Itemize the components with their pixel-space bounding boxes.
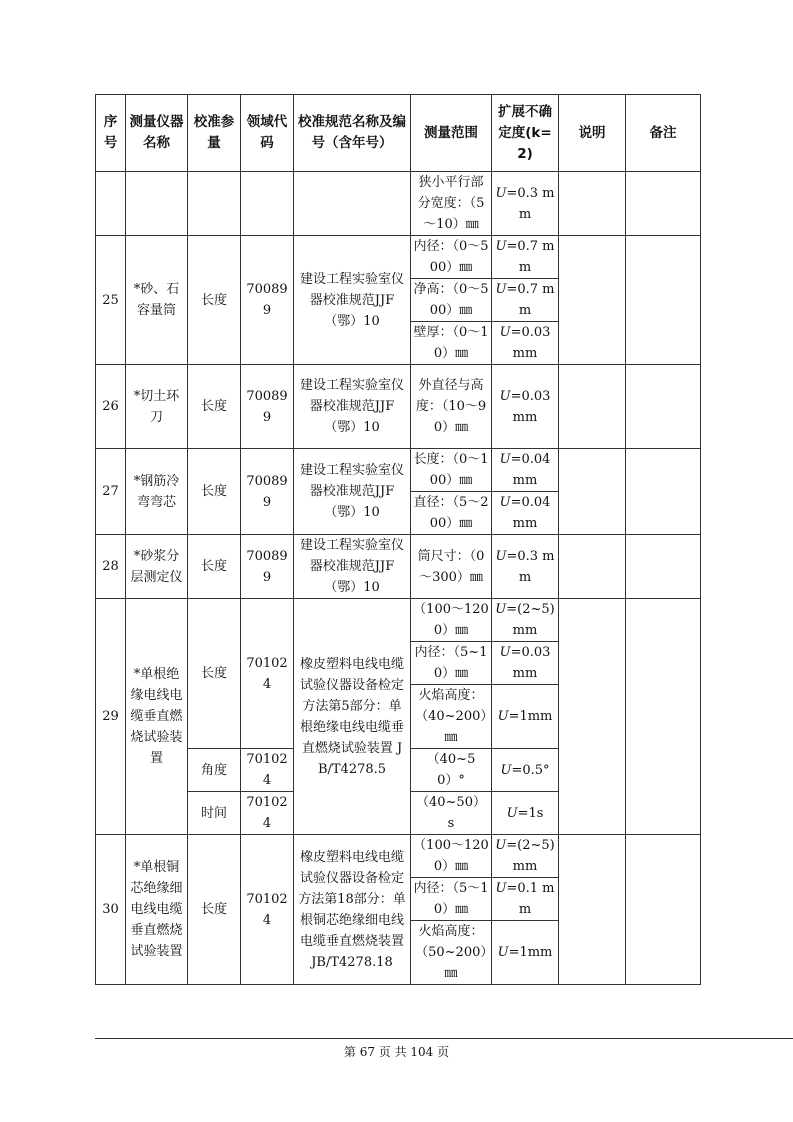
range-cell: 壁厚：（0～10）㎜	[411, 322, 492, 365]
page-number: 第 67 页 共 104 页	[343, 1045, 450, 1059]
range-cell: 狭小平行部分宽度：（5～10）㎜	[411, 172, 492, 236]
uncertainty-cell: U=0.04 mm	[492, 449, 559, 492]
param-cell: 长度	[188, 535, 241, 599]
param-cell: 长度	[188, 599, 241, 749]
spec-cell: 建设工程实验室仪器校准规范JJF（鄂）10	[294, 236, 411, 365]
range-cell: （100～1200）㎜	[411, 599, 492, 642]
spec-cell: 橡皮塑料电线电缆试验仪器设备检定方法第5部分：单根绝缘电线电缆垂直燃烧试验装置 JB/T4278.5	[294, 599, 411, 835]
range-cell: （100～1200）㎜	[411, 835, 492, 878]
spec-cell: 建设工程实验室仪器校准规范JJF（鄂）10	[294, 535, 411, 599]
table-row	[96, 236, 701, 279]
uncertainty-cell: U=0.3 mm	[492, 535, 559, 599]
range-cell: 直径：（5～200）㎜	[411, 492, 492, 535]
range-cell: 火焰高度：（50~200）㎜	[411, 921, 492, 985]
param-cell: 时间	[188, 792, 241, 835]
range-cell: 筒尺寸：（0～300）㎜	[411, 535, 492, 599]
row-no: 30	[96, 835, 126, 985]
code-cell: 701024	[241, 835, 294, 985]
row-no: 28	[96, 535, 126, 599]
instrument-name: *砂、石容量筒	[126, 236, 188, 365]
param-cell: 长度	[188, 835, 241, 985]
instrument-name: *单根绝缘电线电缆垂直燃烧试验装置	[126, 599, 188, 835]
range-cell: 长度：（0～100）㎜	[411, 449, 492, 492]
code-cell: 700899	[241, 365, 294, 449]
uncertainty-cell: U=0.03 mm	[492, 365, 559, 449]
uncertainty-cell: U=0.7 mm	[492, 279, 559, 322]
header-uncertainty: 扩展不确定度(k=2)	[492, 95, 559, 172]
instrument-name: *钢筋冷弯弯芯	[126, 449, 188, 535]
header-param: 校准参量	[188, 95, 241, 172]
spec-cell: 橡皮塑料电线电缆试验仪器设备检定方法第18部分：单根铜芯绝缘细电线电缆垂直燃烧装置 JB/T4278.18	[294, 835, 411, 985]
uncertainty-cell: U=(2~5)mm	[492, 835, 559, 878]
param-cell: 长度	[188, 236, 241, 365]
uncertainty-cell: U=1s	[492, 792, 559, 835]
code-cell: 701024	[241, 749, 294, 792]
table-row	[96, 365, 701, 449]
uncertainty-cell: U=0.04 mm	[492, 492, 559, 535]
range-cell: 内径：（0～500）㎜	[411, 236, 492, 279]
row-no: 26	[96, 365, 126, 449]
uncertainty-cell: U=1mm	[492, 921, 559, 985]
uncertainty-cell: U=0.1 mm	[492, 878, 559, 921]
header-range: 测量范围	[411, 95, 492, 172]
param-cell: 长度	[188, 449, 241, 535]
table-row	[96, 535, 701, 599]
instrument-name: *切土环刀	[126, 365, 188, 449]
row-no: 29	[96, 599, 126, 835]
row-no: 25	[96, 236, 126, 365]
uncertainty-cell: U=0.3 mm	[492, 172, 559, 236]
uncertainty-cell: U=0.5°	[492, 749, 559, 792]
uncertainty-cell: U=0.03 mm	[492, 642, 559, 685]
uncertainty-cell: U=1mm	[492, 685, 559, 749]
row-no: 27	[96, 449, 126, 535]
range-cell: 净高：（0～500）㎜	[411, 279, 492, 322]
spec-cell: 建设工程实验室仪器校准规范JJF（鄂）10	[294, 365, 411, 449]
uncertainty-cell: U=(2~5)mm	[492, 599, 559, 642]
uncertainty-cell: U=0.03 mm	[492, 322, 559, 365]
instrument-name: *单根铜芯绝缘细电线电缆垂直燃烧试验装置	[126, 835, 188, 985]
header-note: 说明	[559, 95, 626, 172]
footer-divider	[95, 1038, 793, 1039]
range-cell: 火焰高度：（40~200）㎜	[411, 685, 492, 749]
header-name: 测量仪器名称	[126, 95, 188, 172]
range-cell: 外直径与高度：（10～90）㎜	[411, 365, 492, 449]
code-cell: 701024	[241, 599, 294, 749]
table-row	[96, 172, 701, 236]
header-row	[96, 95, 701, 172]
table-row	[96, 835, 701, 878]
code-cell: 700899	[241, 236, 294, 365]
header-no: 序号	[96, 95, 126, 172]
header-code: 领域代码	[241, 95, 294, 172]
range-cell: （40~50）°	[411, 749, 492, 792]
range-cell: （40~50）s	[411, 792, 492, 835]
instrument-name: *砂浆分层测定仪	[126, 535, 188, 599]
table-row	[96, 449, 701, 492]
header-spec: 校准规范名称及编号（含年号）	[294, 95, 411, 172]
range-cell: 内径：（5~10）㎜	[411, 642, 492, 685]
param-cell: 长度	[188, 365, 241, 449]
code-cell: 700899	[241, 535, 294, 599]
uncertainty-cell: U=0.7 mm	[492, 236, 559, 279]
range-cell: 内径：（5～10）㎜	[411, 878, 492, 921]
calibration-table	[95, 94, 701, 985]
spec-cell: 建设工程实验室仪器校准规范JJF（鄂）10	[294, 449, 411, 535]
table-row	[96, 599, 701, 642]
code-cell: 701024	[241, 792, 294, 835]
header-remark: 备注	[626, 95, 701, 172]
code-cell: 700899	[241, 449, 294, 535]
param-cell: 角度	[188, 749, 241, 792]
